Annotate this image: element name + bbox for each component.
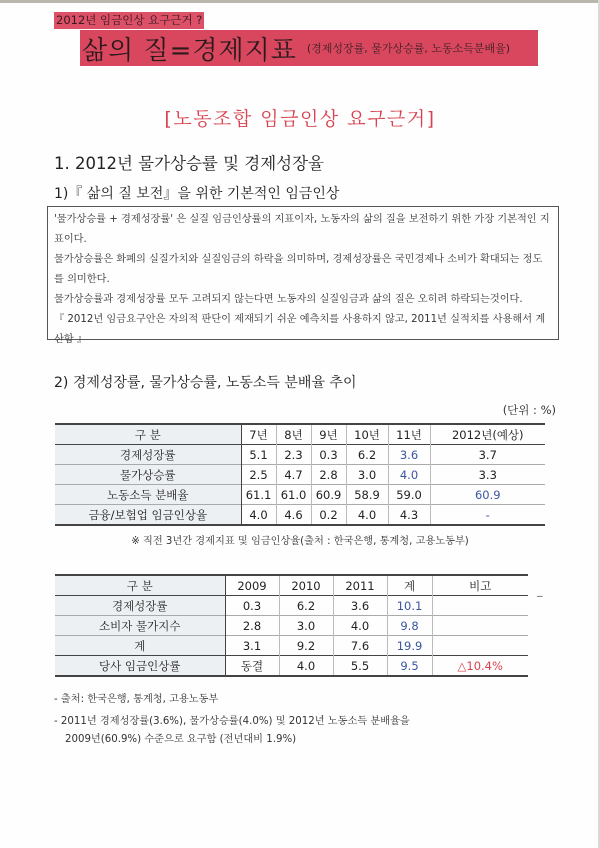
table-cell: 61.0 <box>276 485 311 505</box>
table-row-sum <box>55 636 528 656</box>
intro-paragraph: 『 2012년 임금요구안은 자의적 판단이 제재되기 쉬운 예측치를 사용하지 않고, 2011년 실적치를 사용해서 계산함 』 <box>54 314 546 345</box>
page-subtitle: (경제성장률, 물가상승률, 노동소득분배율) <box>306 42 511 55</box>
page-title: 삶의 질=경제지표 <box>82 35 297 66</box>
table-cell: 4.0 <box>279 656 333 677</box>
row-label: 노동소득 분배율 <box>55 485 241 505</box>
column-header: 2012년(예상) <box>451 427 524 442</box>
table-cell: 3.3 <box>478 467 497 482</box>
intro-paragraph: 물가상승률과 경제성장률 모두 고려되지 않는다면 노동자의 실질임금과 삶의 질은 오히려 하락되는것이다. <box>54 294 523 305</box>
heading-1: 1. 2012년 물가상승률 및 경제성장율 <box>54 154 324 173</box>
table-cell-remark <box>432 596 528 616</box>
row-label: 당사 임금인상률 <box>55 656 225 677</box>
table-cell-total: 9.5 <box>387 656 432 677</box>
table-cell: 0.3 <box>311 445 346 465</box>
table-cell: 5.1 <box>241 445 276 465</box>
table-cell-remark <box>432 636 528 656</box>
table-row <box>55 465 545 485</box>
table-source-note: ※ 직전 3년간 경제지표 및 임금인상율(출처 : 한국은행, 통계청, 고용노동부) <box>131 536 469 547</box>
table-cell: 6.2 <box>346 445 388 465</box>
table-cell: 0.2 <box>311 505 346 526</box>
row-label: 경제성장률 <box>55 445 241 465</box>
table-cell-total: 10.1 <box>387 596 432 616</box>
row-label: 금융/보험업 임금인상율 <box>55 505 241 526</box>
table-row <box>55 445 545 465</box>
table-cell: 9.2 <box>279 636 333 656</box>
table-cell: 2.5 <box>241 465 276 485</box>
table-cell: 0.3 <box>225 596 279 616</box>
intro-paragraph: 물가상승률은 화폐의 실질가치와 실질임금의 하락을 의미하며, 경제성장률은 국민경제나 소비가 확대되는 정도를 의미한다. <box>54 254 543 285</box>
table-cell-highlight: 60.9 <box>474 487 501 502</box>
column-header: 구 분 <box>55 575 225 596</box>
column-header: 계 <box>387 575 432 596</box>
table-row <box>55 485 545 505</box>
table-cell: 3.7 <box>478 447 497 462</box>
table-row <box>55 656 528 677</box>
table-cell: 4.7 <box>276 465 311 485</box>
footnote-demand: - 2011년 경제성장률(3.6%), 물가상승률(4.0%) 및 2012년 노동소득 분배율을 <box>54 716 410 727</box>
column-header: 11년 <box>388 424 430 445</box>
intro-box <box>47 206 559 345</box>
table-cell: 4.3 <box>388 505 430 526</box>
table-cell: 3.1 <box>225 636 279 656</box>
section-title: [노동조합 임금인상 요구근거] <box>164 108 436 130</box>
column-header: 9년 <box>311 424 346 445</box>
table-cell: 59.0 <box>388 485 430 505</box>
table-cell: 4.6 <box>276 505 311 526</box>
column-header: 구 분 <box>55 424 241 445</box>
table-cell-remark-gap: △10.4% <box>457 658 503 673</box>
table-header-row <box>55 424 545 445</box>
table-cell: 4.0 <box>346 505 388 526</box>
footnote-demand-cont: 2009년(60.9%) 수준으로 요구함 (전년대비 1.9%) <box>65 734 297 745</box>
row-label: 소비자 물가지수 <box>55 616 225 636</box>
table-header-row <box>55 575 528 596</box>
table-cell: 3.6 <box>333 596 387 616</box>
indicator-trend-table <box>55 423 545 526</box>
table-row <box>55 505 545 526</box>
table-cell-total: 9.8 <box>387 616 432 636</box>
title-banner <box>80 30 538 66</box>
table-cell: 6.2 <box>279 596 333 616</box>
column-header: 10년 <box>346 424 388 445</box>
heading-1-1: 1)『 삶의 질 보전』을 위한 기본적인 임금인상 <box>54 186 340 202</box>
table-cell: 3.0 <box>346 465 388 485</box>
table-cell: 4.0 <box>333 616 387 636</box>
footnote-source: - 출처: 한국은행, 통계청, 고용노동부 <box>54 694 219 705</box>
column-header: 비고 <box>469 578 492 593</box>
column-header: 2010 <box>279 575 333 596</box>
unit-label: (단위 : %) <box>502 403 556 417</box>
table-cell-remark <box>432 616 528 636</box>
table-cell-total: 19.9 <box>387 636 432 656</box>
table-cell: 61.1 <box>241 485 276 505</box>
table-cell-highlight: 3.6 <box>388 445 430 465</box>
column-header: 8년 <box>276 424 311 445</box>
table-cell-highlight: 4.0 <box>388 465 430 485</box>
table-cell: 58.9 <box>346 485 388 505</box>
table-cell: 동결 <box>225 656 279 677</box>
column-header: 7년 <box>241 424 276 445</box>
intro-paragraph: '물가상승률 + 경제성장률' 은 실질 임금인상률의 지표이자, 노동자의 삶의 질을 보전하기 위한 가장 기본적인 지표이다. <box>54 214 550 245</box>
row-label: 계 <box>55 636 225 656</box>
wage-increase-table <box>55 574 528 677</box>
table-cell: 2.8 <box>311 465 346 485</box>
table-cell: 60.9 <box>311 485 346 505</box>
row-label: 물가상승률 <box>55 465 241 485</box>
table-cell: 2.8 <box>225 616 279 636</box>
table-cell: 4.0 <box>241 505 276 526</box>
stray-mark: _ <box>537 584 543 597</box>
table-cell: 7.6 <box>333 636 387 656</box>
table-cell: 2.3 <box>276 445 311 465</box>
column-header: 2011 <box>333 575 387 596</box>
scan-edge-top <box>0 0 600 3</box>
table-row <box>55 616 528 636</box>
table-cell: 3.0 <box>279 616 333 636</box>
column-header: 2009 <box>225 575 279 596</box>
table-cell: 5.5 <box>333 656 387 677</box>
row-label: 경제성장률 <box>55 596 225 616</box>
table-row <box>55 596 528 616</box>
question-tag: 2012년 임금인상 요구근거 ? <box>56 13 203 27</box>
table-cell-highlight: - <box>485 507 490 522</box>
heading-1-2: 2) 경제성장률, 물가상승률, 노동소득 분배율 추이 <box>54 375 357 391</box>
